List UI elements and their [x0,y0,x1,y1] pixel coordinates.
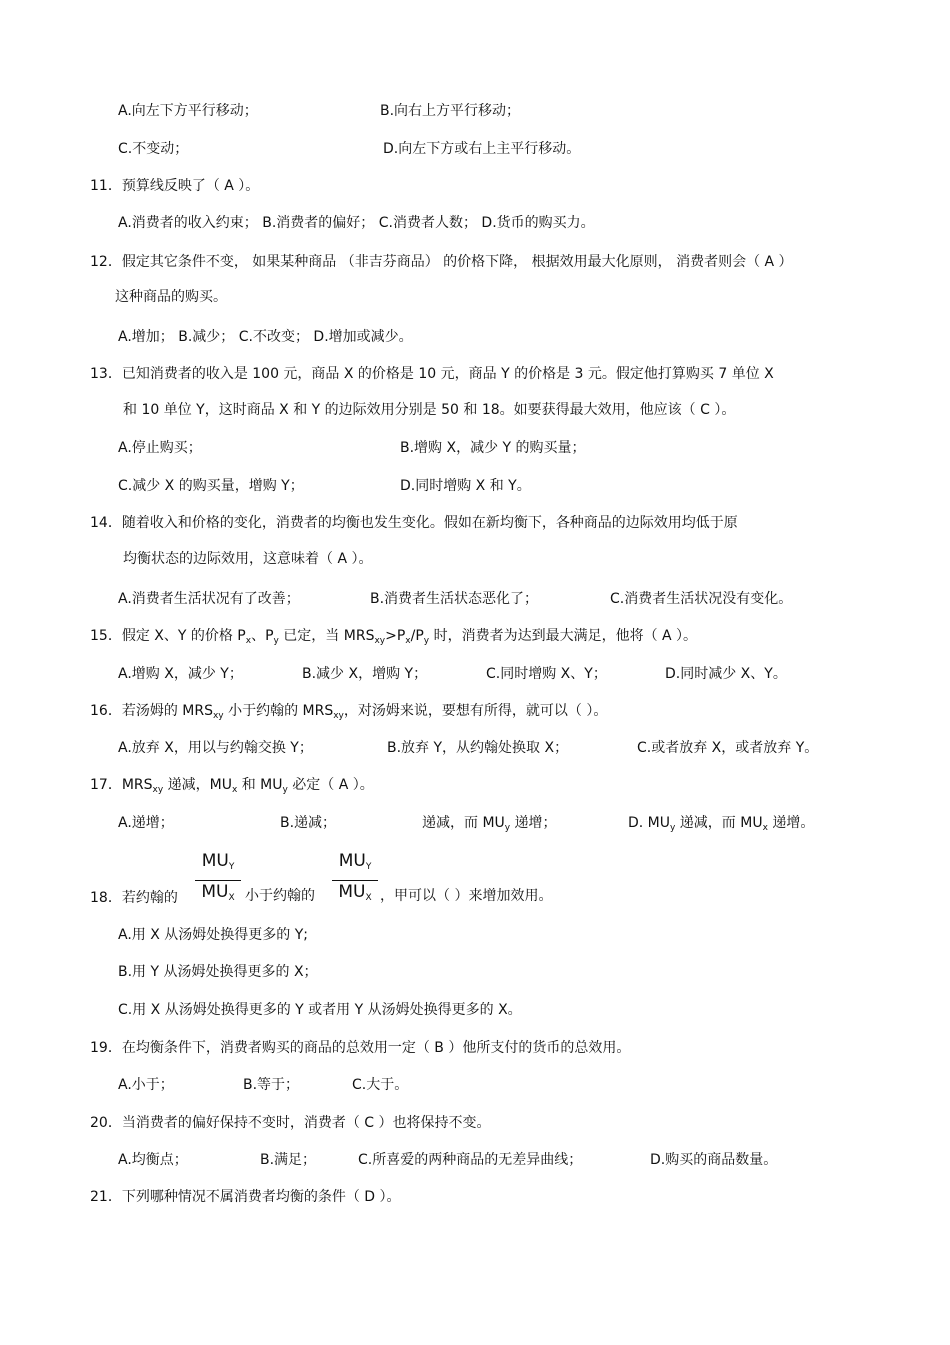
question-16-option-a: A.放弃 X，用以与约翰交换 Y； [118,740,313,756]
question-19-option-a: A.小于； [118,1077,174,1093]
question-16-option-b: B.放弃 Y，从约翰处换取 X； [387,740,569,756]
question-17: 17．$MRS_{xy}$ 递减，$MU_x$ 和 $MU_y$ 必定（ A ）。 [90,777,374,795]
fraction-1-numerator: $MU_Y$ [201,851,235,872]
question-15-option-c: C.同时增购 X、Y； [486,666,607,682]
question-18-option-c: C.用 X 从汤姆处换得更多的 Y 或者用 Y 从汤姆处换得更多的 X。 [118,1002,522,1018]
question-18-option-b: B.用 Y 从汤姆处换得更多的 X； [118,964,318,980]
question-18-prefix: 18．若约翰的 [90,890,178,906]
question-19: 19．在均衡条件下，消费者购买的商品的总效用一定（ B ）他所支付的货币的总效用。 [90,1040,631,1056]
question-13-option-a: A.停止购买； [118,440,202,456]
question-17-option-b: B.递减； [280,815,337,831]
question-16: 16．若汤姆的 $MRS_{xy}$ 小于约翰的 $MRS_{xy}$，对汤姆来说，要想有所得，就可以（ ）。 [90,703,608,721]
question-20-option-c: C.所喜爱的两种商品的无差异曲线； [358,1152,583,1168]
fraction-1 [195,850,241,909]
question-16-option-c: C.或者放弃 X，或者放弃 Y。 [637,740,819,756]
question-12: 12．假定其它条件不变， 如果某种商品 （非吉芬商品） 的价格下降， 根据效用最大化原则， 消费者则会（ A ） [90,254,793,270]
question-17-option-a: A.递增； [118,815,174,831]
fraction-1-denominator: $MU_X$ [201,882,235,903]
question-20-option-b: B.满足； [260,1152,317,1168]
question-15-option-d: D.同时减少 X、Y。 [665,666,787,682]
fraction-2-denominator: $MU_X$ [338,882,372,903]
question-19-option-b: B.等于； [243,1077,300,1093]
question-12-cont: 这种商品的购买。 [115,289,227,305]
question-15-option-b: B.减少 X，增购 Y； [302,666,428,682]
question-19-option-c: C.大于。 [352,1077,409,1093]
question-20-option-a: A.均衡点； [118,1152,188,1168]
question-13-option-b: B.增购 X，减少 Y 的购买量； [400,440,586,456]
question-14-option-c: C.消费者生活状况没有变化。 [610,591,793,607]
prev-option-c: C.不变动； [118,141,189,157]
question-15: 15．假定 X、Y 的价格 $P_x$、$P_y$ 已定，当 $MRS_{xy}>P_x/P_y$ 时，消费者为达到最大满足，他将（ A ）。 [90,628,698,646]
question-21: 21．下列哪种情况不属消费者均衡的条件（ D ）。 [90,1189,401,1205]
question-18-suffix: ，甲可以（ ）来增加效用。 [380,888,553,904]
question-18-option-a: A.用 X 从汤姆处换得更多的 Y; [118,927,308,943]
prev-option-a: A.向左下方平行移动； [118,103,258,119]
question-12-options: A.增加； B.减少； C.不改变； D.增加或减少。 [118,329,413,345]
question-13-option-d: D.同时增购 X 和 Y。 [400,478,531,494]
prev-option-b: B.向右上方平行移动； [380,103,521,119]
prev-option-d: D.向左下方或右上主平行移动。 [383,141,581,157]
question-14-option-b: B.消费者生活状态恶化了； [370,591,539,607]
question-14-option-a: A.消费者生活状况有了改善； [118,591,300,607]
question-17-option-d: D. $MU_y$ 递减，而 $MU_x$ 递增。 [628,815,815,833]
fraction-2-numerator: $MU_Y$ [338,851,372,872]
question-14-cont: 均衡状态的边际效用，这意味着（ A ）。 [123,551,373,567]
question-20: 20．当消费者的偏好保持不变时，消费者（ C ）也将保持不变。 [90,1115,491,1131]
question-17-option-c: 递减，而 $MU_y$ 递增； [422,815,557,833]
question-18-middle: 小于约翰的 [245,888,315,904]
question-15-option-a: A.增购 X，减少 Y； [118,666,243,682]
fraction-2 [332,850,378,909]
question-13: 13．已知消费者的收入是 100 元，商品 X 的价格是 10 元，商品 Y 的价格是 3 元。假定他打算购买 7 单位 X [90,366,774,382]
question-20-option-d: D.购买的商品数量。 [650,1152,778,1168]
question-13-cont: 和 10 单位 Y，这时商品 X 和 Y 的边际效用分别是 50 和 18。如要获得最大效用，他应该（ C ）。 [123,402,736,418]
question-11-options: A.消费者的收入约束； B.消费者的偏好； C.消费者人数； D.货币的购买力。 [118,215,595,231]
question-11: 11．预算线反映了（ A ）。 [90,178,260,194]
question-14: 14．随着收入和价格的变化，消费者的均衡也发生变化。假如在新均衡下，各种商品的边际效用均低于原 [90,515,738,531]
question-13-option-c: C.减少 X 的购买量，增购 Y； [118,478,304,494]
